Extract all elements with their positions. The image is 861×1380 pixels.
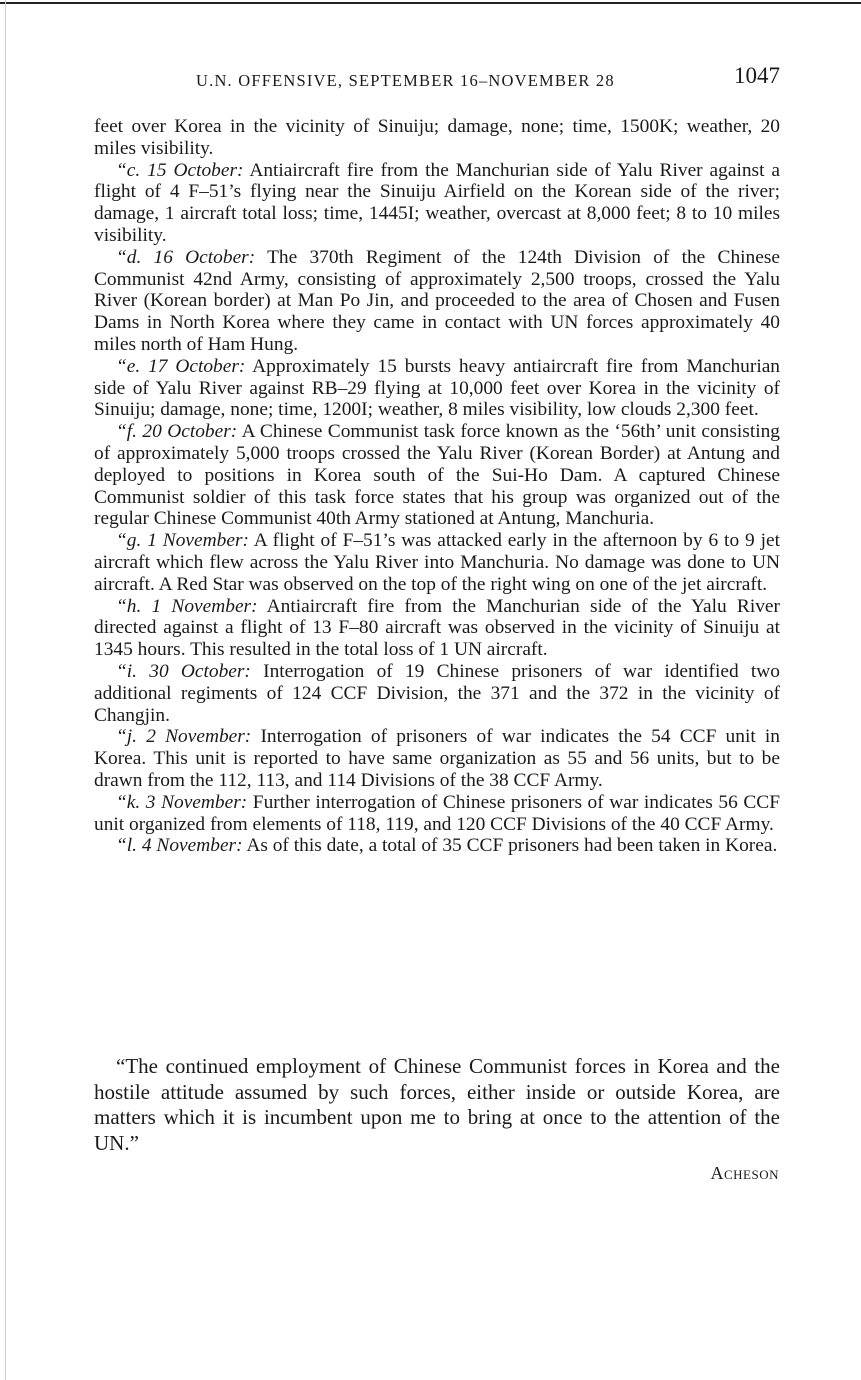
item-label: “j. 2 November: [116,726,252,748]
item-paragraph-c [94,160,780,247]
item-paragraph-j [94,726,780,791]
item-paragraph-i [94,661,780,726]
page-number: 1047 [734,63,780,88]
top-border-rule [0,2,861,4]
item-label: “k. 3 November: [116,791,248,813]
item-label: “d. 16 October: [116,246,256,268]
item-paragraph-f [94,421,780,530]
item-text: As of this date, a total of 35 CCF prisoners had been taken in Korea. [242,835,778,857]
page-left-edge [5,0,6,1380]
item-text: The 370th Regiment of the 124th Division of the Chinese Communist 42nd Army, consisting of approximately 2,500 troops, crossed the Yalu River (Korean border) at Man Po Jin, and proceeded to the area of Chosen and Fusen Dams in North Korea where they came in contact with UN forces approximately 40 miles north of Ham Hung. [94,246,780,355]
item-text: Interrogation of 19 Chinese prisoners of war identified two additional regiments of 124 CCF Division, the 371 and the 372 in the vicinity of Changjin. [94,660,780,726]
item-text: A Chinese Communist task force known as the ‘56th’ unit consisting of approximately 5,000 troops crossed the Yalu River (Korean Border) at Antung and deployed to positions in Korea south of the Sui-Ho Dam. A captured Chinese Communist soldier of this task force states that his group was organized out of the regular Chinese Communist 40th Army stationed at Antung, Manchuria. [94,421,780,530]
item-paragraph-d [94,247,780,356]
page-header [94,62,780,92]
item-text: Approximately 15 bursts heavy antiaircraft fire from Manchurian side of Yalu River against RB–29 flying at 10,000 feet over Korea in the vicinity of Sinuiju; damage, none; time, 1200I; weather, 8 miles visibility, low clouds 2,300 feet. [94,355,781,421]
item-paragraph-g [94,530,780,595]
item-label: “c. 15 October: [116,159,244,181]
item-text: A flight of F–51’s was attacked early in the afternoon by 6 to 9 jet aircraft which flew across the Yalu River into Manchuria. No damage was done to UN aircraft. A Red Star was observed on the top of the right wing on one of the jet aircraft. [94,530,780,595]
item-text: Antiaircraft fire from the Manchurian side of the Yalu River directed against a flight of 13 F–80 aircraft was observed in the vicinity of Sinuiju at 1345 hours. This resulted in the total loss of 1 UN aircraft. [94,595,780,661]
item-label: “g. 1 November: [116,530,249,552]
continuation-paragraph: feet over Korea in the vicinity of Sinuiju; damage, none; time, 1500K; weather, 20 miles visibility. [94,116,780,159]
closing-quote: “The continued employment of Chinese Communist forces in Korea and the hostile attitude assumed by such forces, either inside or outside Korea, are matters which it is incumbent upon me to bring at once to the attention of the UN.” [94,1054,780,1155]
item-text: Antiaircraft fire from the Manchurian side of Yalu River against a flight of 4 F–51’s flying near the Sinuiju Airfield on the Korean side of the river; damage, 1 aircraft total loss; time, 1445I; weather, overcast at 8,000 feet; 8 to 10 miles visibility. [94,159,781,246]
item-text: Further interrogation of Chinese prisoners of war indicates 56 CCF unit organized from elements of 118, 119, and 120 CCF Divisions of the 40 CCF Army. [94,791,780,835]
item-paragraph-k [94,792,780,836]
running-head: U.N. OFFENSIVE, SEPTEMBER 16–NOVEMBER 28 [196,71,615,90]
item-label: “i. 30 October: [116,660,251,682]
item-text: Interrogation of prisoners of war indicates the 54 CCF unit in Korea. This unit is reported to have same organization as 55 and 56 units, but to be drawn from the 112, 113, and 114 Divisions of the 38 CCF Army. [94,726,781,791]
body-text [94,116,780,857]
item-label: “h. 1 November: [116,595,258,617]
item-paragraph-h [94,596,780,661]
signature: Acheson [710,1163,779,1183]
item-label: “l. 4 November: [116,835,243,857]
item-paragraph-l [94,835,780,857]
closing-quote-block [94,1054,780,1156]
item-label: “e. 17 October: [116,355,246,377]
item-paragraph-e [94,356,780,421]
item-label: “f. 20 October: [116,421,238,443]
